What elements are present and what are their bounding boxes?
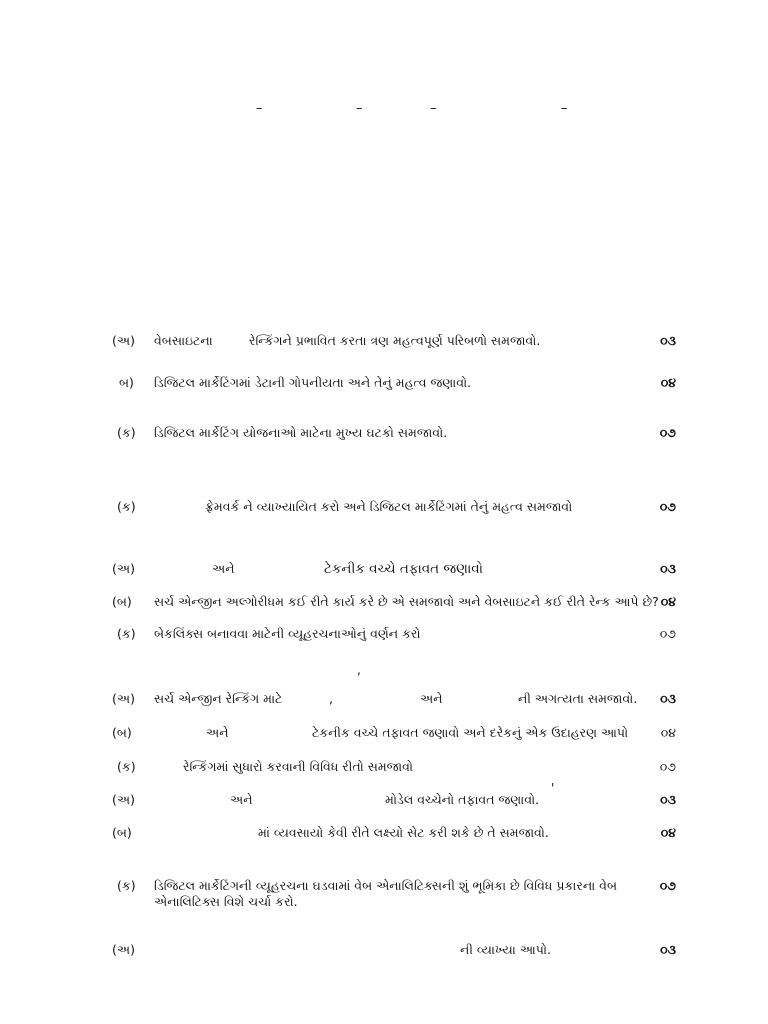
question-marks: ૦૭ [659, 759, 676, 774]
question-text: , [329, 691, 333, 706]
question-text: બેકલિંક્સ બનાવવા માટેની વ્યૂહરચનાઓનું વર્ણન કરો [154, 626, 421, 641]
question-marks: ૦૪ [660, 375, 676, 390]
question-text: અને [230, 792, 253, 807]
header-dash: – [561, 101, 568, 116]
question-text: વેબસાઇટના [154, 333, 213, 348]
question-marks: ૦૪ [660, 725, 676, 740]
question-text: ડિજિટલ માર્કેટિંગ યોજનાઓ માટેના મુખ્ય ઘટકો સમજાવો. [154, 425, 448, 440]
question-text: રેન્કિંગને પ્રભાવિત કરતા ત્રણ મહત્વપૂર્ણ પરિબળો સમજાવો. [249, 333, 541, 348]
header-dash: – [356, 101, 363, 116]
question-label: (અ) [112, 942, 135, 957]
question-marks: ૦૩ [660, 942, 676, 957]
question-text: અને [420, 691, 443, 706]
question-label: (અ) [112, 792, 135, 807]
question-text: ફ્રેમવર્ક ને વ્યાખ્યાયિત કરો અને ડિજિટલ માર્કેટિંગમાં તેનું મહત્વ સમજાવો [205, 499, 573, 514]
question-label: (ક) [117, 425, 136, 440]
question-marks: ૦૭ [659, 878, 676, 893]
stray-mark: , [357, 663, 361, 677]
question-label: (ક) [117, 499, 136, 514]
question-label: (અ) [112, 691, 135, 706]
question-label: (ક) [117, 626, 136, 641]
question-text: ટેકનીક વચ્ચે તફાવત જણાવો [324, 561, 484, 577]
question-label: (બ) [112, 594, 132, 609]
question-marks: ૦૩ [660, 333, 676, 348]
question-text: ની અગત્યતા સમજાવો. [518, 691, 638, 706]
question-marks: ૦૭ [659, 626, 676, 641]
question-marks: ૦૩ [660, 792, 676, 807]
header-dash: – [430, 101, 437, 116]
question-label: (બ) [112, 825, 132, 840]
question-label: (બ) [112, 725, 132, 740]
question-marks: ૦૪ [660, 825, 676, 840]
question-marks: ૦૭ [659, 499, 676, 514]
question-label: બ) [119, 375, 134, 390]
question-text: અને [206, 725, 229, 740]
question-text: ટેકનીક વચ્ચે તફાવત જણાવો અને દરેકનું એક ઉદાહરણ આપો [312, 725, 629, 740]
question-text: અને [212, 561, 235, 576]
question-text: મોડેલ વચ્ચેનો તફાવત જણાવો. [385, 792, 540, 807]
question-marks: ૦૪ [660, 594, 676, 609]
question-marks: ૦૩ [660, 561, 676, 576]
question-marks: ૦૭ [659, 425, 676, 440]
question-text: ડિજિટલ માર્કેટિંગની વ્યૂહરચના ઘડવામાં વેબ એનાલિટિક્સની શું ભૂમિકા છે વિવિધ પ્રકારના વેબ એનાલિટિક્સ વિશે ચર્ચા કરો. [154, 878, 617, 909]
question-label: (અ) [112, 333, 135, 348]
question-marks: ૦૩ [660, 691, 676, 706]
question-label: (ક) [117, 878, 136, 893]
question-text: ડિજિટલ માર્કેટિંગમાં ડેટાની ગોપનીયતા અને તેનું મહત્વ જણાવો. [154, 375, 472, 390]
question-text: માં વ્યવસાયો કેવી રીતે લક્ષ્યો સેટ કરી શકે છે તે સમજાવો. [258, 825, 549, 840]
question-label: (અ) [112, 561, 135, 576]
question-text: ની વ્યાખ્યા આપો. [460, 942, 551, 957]
question-text: સર્ચ એન્જીન રેન્કિંગ માટે [154, 691, 283, 706]
stray-mark: ' [551, 781, 555, 795]
question-label: (ક) [117, 759, 136, 774]
question-text: સર્ચ એન્જીન અલ્ગોરીધમ કઈ રીતે કાર્ય કરે છે એ સમજાવો અને વેબસાઇટને કઈ રીતે રેન્ક આપે છે? [154, 594, 659, 609]
question-text: રેન્કિંગમાં સુધારો કરવાની વિવિધ રીતો સમજાવો [183, 759, 414, 774]
header-dash: – [256, 101, 263, 116]
